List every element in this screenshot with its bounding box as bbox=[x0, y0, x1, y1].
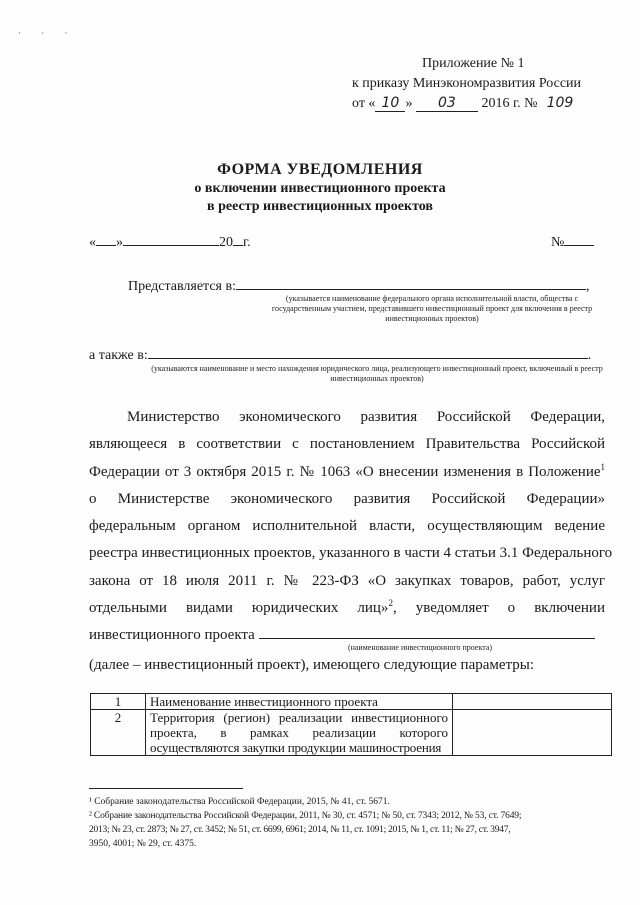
footnote-ref-1: 1 bbox=[600, 461, 605, 472]
also-to-hint: (указываются наименование и место нахождения юридического лица, реализующего инвестиционный проект, включенный в реестр инвестиционных проектов) bbox=[151, 364, 603, 383]
number-blank[interactable] bbox=[564, 233, 594, 246]
table-cell-num: 1 bbox=[91, 694, 146, 710]
body-after-text: (далее – инвестиционный проект), имеющего следующие параметры: bbox=[89, 657, 535, 673]
table-desc-line: проекта, в рамках реализации которого bbox=[150, 725, 448, 740]
year-prefix: 20 bbox=[219, 235, 233, 250]
year-blank[interactable] bbox=[233, 233, 243, 246]
scan-specks: · · · bbox=[18, 28, 77, 38]
handwritten-day: 10 bbox=[375, 96, 405, 112]
body-line-9: инвестиционного проекта bbox=[89, 627, 255, 644]
body-line-3-wrap bbox=[89, 459, 605, 486]
order-year: 2016 г. № bbox=[481, 96, 538, 111]
order-date-line bbox=[352, 94, 581, 114]
form-title-line1: ФОРМА УВЕДОМЛЕНИЯ bbox=[217, 161, 423, 178]
body-line-3: Федерации от 3 октября 2015 г. № 1063 «О внесении изменения в Положение bbox=[89, 463, 601, 480]
table-cell-value[interactable] bbox=[453, 710, 612, 756]
year-suffix: г. bbox=[243, 235, 251, 250]
footnote-ref-2: 2 bbox=[388, 598, 393, 609]
body-line-7: закона от 18 июля 2011 г. № 223-ФЗ «О закупках товаров, работ, услуг bbox=[89, 572, 605, 589]
body-line-8-tail: , уведомляет о включении bbox=[392, 600, 605, 617]
form-title bbox=[0, 160, 640, 216]
appendix-label: Приложение № 1 bbox=[422, 56, 525, 71]
footnote-2-line3: 3950, 4001; № 29, ст. 4375. bbox=[89, 839, 197, 849]
project-name-blank[interactable] bbox=[259, 626, 595, 639]
also-to-row: а также в: . bbox=[89, 348, 592, 363]
month-blank[interactable] bbox=[123, 233, 219, 246]
number-sign: № bbox=[551, 235, 565, 250]
body-line-2: являющееся в соответствии с постановлением Правительства Российской bbox=[89, 436, 605, 453]
day-blank[interactable] bbox=[96, 233, 116, 246]
footnote-1: ¹ Собрание законодательства Российской Федерации, 2015, № 41, ст. 5671. bbox=[89, 797, 390, 807]
body-line-8: отдельными видами юридических лиц» bbox=[89, 600, 389, 617]
order-reference: к приказу Минэкономразвития России bbox=[352, 76, 582, 91]
submitted-to-hint: (указывается наименование федерального органа исполнительной власти, общества с государственным участием, представившего инвестиционный проект для включения в реестр инвестиционных проектов) bbox=[271, 294, 593, 323]
form-title-line3: в реестр инвестиционных проектов bbox=[207, 199, 433, 214]
submitted-to-label: Представляется в: bbox=[128, 279, 236, 294]
handwritten-number: 109 bbox=[546, 95, 574, 111]
project-name-hint: (наименование инвестиционного проекта) bbox=[347, 643, 493, 652]
date-prefix: от « bbox=[352, 96, 376, 111]
open-quote: « bbox=[89, 235, 96, 250]
appendix-header bbox=[352, 54, 581, 114]
footnote-2-line1: ² Собрание законодательства Российской Федерации, 2011, № 30, ст. 4571; № 50, ст. 7343; 2012, № 53, ст. 7649; bbox=[89, 811, 522, 821]
form-date-field bbox=[89, 233, 251, 251]
parameters-table bbox=[90, 693, 612, 756]
also-to-label: а также в: bbox=[89, 348, 148, 363]
form-title-line2: о включении инвестиционного проекта bbox=[194, 181, 446, 196]
body-line-8-wrap bbox=[89, 595, 605, 622]
table-desc-line: Наименование инвестиционного проекта bbox=[150, 694, 378, 709]
footnote-2-line2: 2013; № 23, ст. 2873; № 27, ст. 3452; № 51, ст. 6699, 6961; 2014, № 11, ст. 1091; 2015, № 1, ст. 11; № 27, ст. 3947, bbox=[89, 825, 511, 835]
also-to-blank[interactable] bbox=[148, 346, 588, 359]
footnote-divider bbox=[89, 788, 243, 789]
close-quote: » bbox=[116, 235, 123, 250]
date-mid: » bbox=[405, 96, 413, 111]
submitted-to-row: Представляется в: , bbox=[128, 279, 590, 294]
body-line-5: федеральным органом исполнительной власти, осуществляющим ведение bbox=[89, 518, 605, 535]
notification-body bbox=[89, 404, 613, 650]
table-cell-value[interactable] bbox=[453, 694, 612, 710]
table-cell-num: 2 bbox=[91, 710, 146, 756]
table-row bbox=[91, 694, 612, 710]
table-cell-desc bbox=[146, 710, 453, 756]
table-desc-line: осуществляются закупки продукции машиностроения bbox=[150, 740, 442, 755]
body-line-1: Министерство экономического развития Российской Федерации, bbox=[127, 409, 605, 425]
table-desc-line: Территория (регион) реализации инвестиционного bbox=[150, 710, 448, 725]
form-number-field bbox=[551, 233, 594, 251]
body-line-4: о Министерстве экономического развития Российской Федерации» bbox=[89, 490, 605, 507]
body-line-6: реестра инвестиционных проектов, указанного в части 4 статьи 3.1 Федерального bbox=[89, 545, 613, 562]
table-cell-desc bbox=[146, 694, 453, 710]
table-row bbox=[91, 710, 612, 756]
handwritten-month: 03 bbox=[416, 96, 478, 112]
submitted-to-blank[interactable] bbox=[236, 277, 586, 290]
